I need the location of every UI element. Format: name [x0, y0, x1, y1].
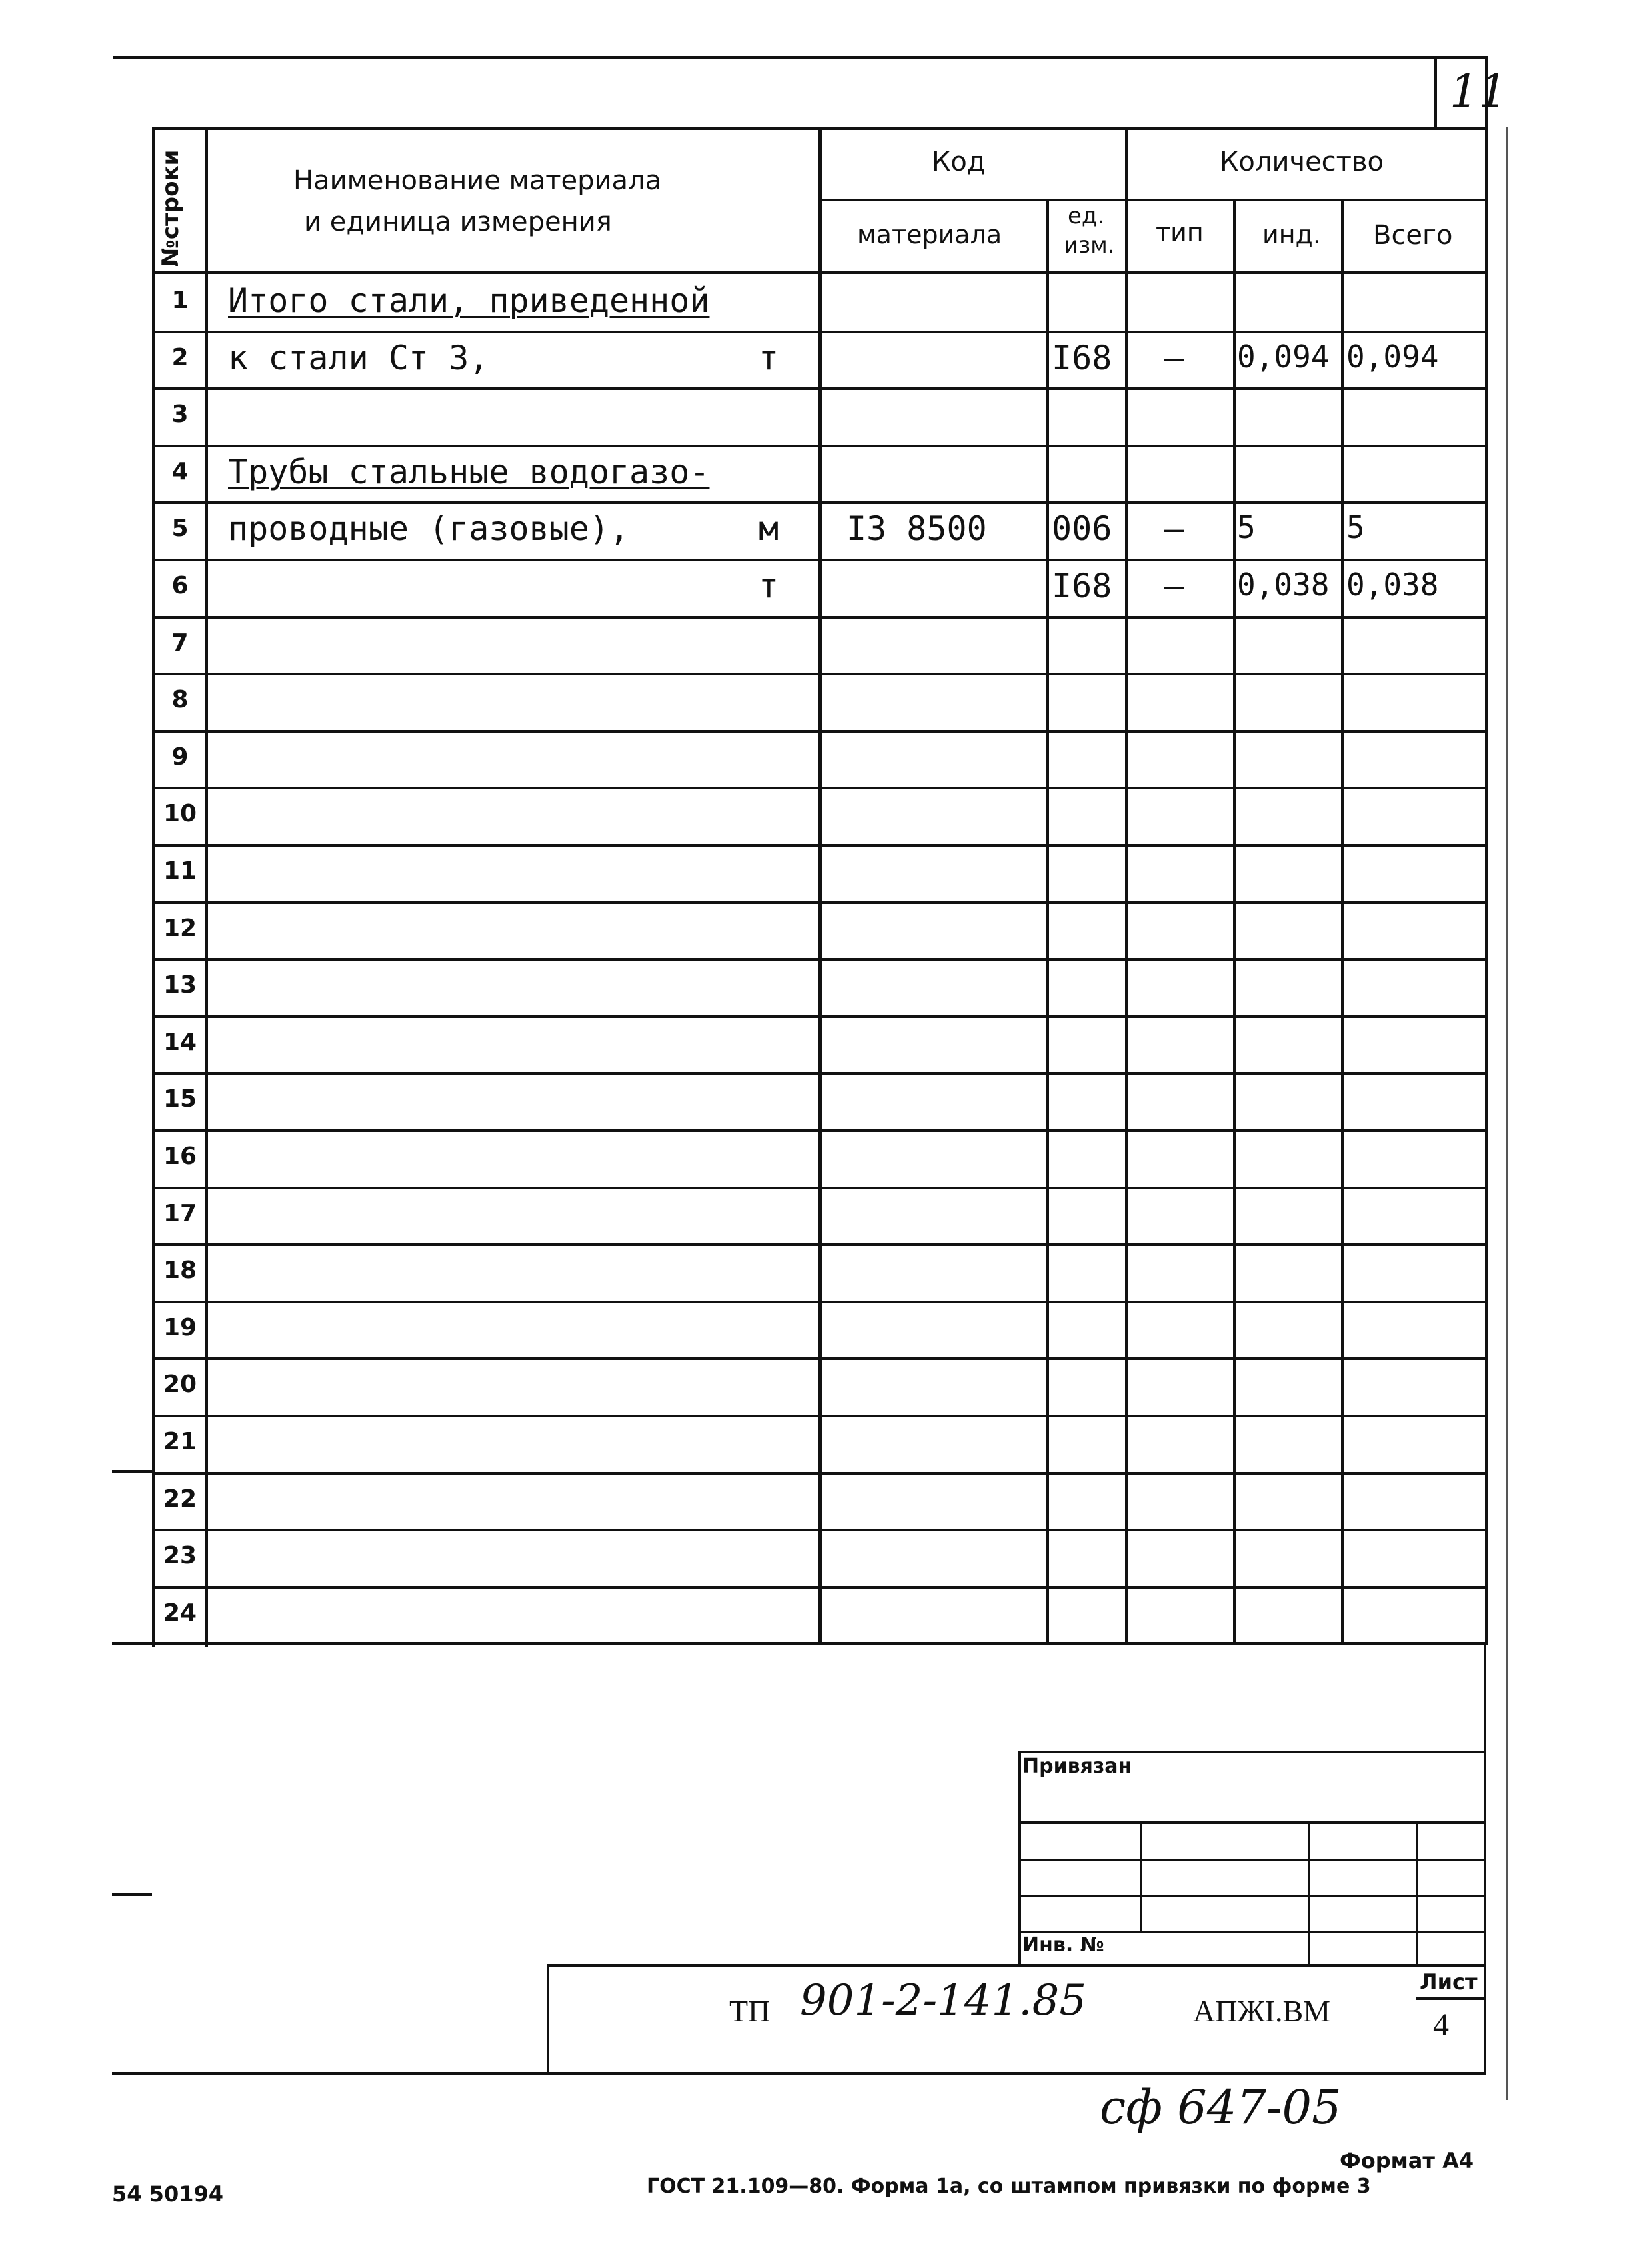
- row-number: 21: [163, 1428, 197, 1455]
- row-type-cell: –: [1164, 339, 1184, 377]
- row-number: 16: [163, 1143, 197, 1170]
- row-number: 17: [163, 1200, 197, 1227]
- row-name-cell: Итого стали, приведенной: [228, 281, 710, 320]
- row-ind-cell: 0,038: [1237, 567, 1330, 603]
- header-code: Код: [932, 147, 986, 177]
- header-row-number: №строки: [157, 149, 184, 267]
- row-number: 5: [171, 515, 189, 542]
- header-unit-code-1: ед.: [1068, 203, 1105, 229]
- row-number: 22: [163, 1485, 197, 1513]
- row-unit-cell: м: [759, 509, 779, 548]
- row-number: 1: [171, 287, 189, 314]
- row-name-cell: к стали Ст 3,: [228, 339, 489, 377]
- row-number: 23: [163, 1542, 197, 1569]
- row-total-cell: 5: [1346, 509, 1365, 545]
- header-quantity: Количество: [1220, 147, 1384, 177]
- row-number: 19: [163, 1314, 197, 1341]
- row-total-cell: 0,038: [1346, 567, 1439, 603]
- row-ind-cell: 0,094: [1237, 339, 1330, 375]
- stamp-inventory-no: Инв. №: [1022, 1933, 1104, 1957]
- row-number: 8: [171, 686, 189, 713]
- row-unit-cell: т: [759, 339, 779, 377]
- stamp-document-code: АПЖI.ВМ: [1193, 1994, 1331, 2028]
- stamp-tp: ТП: [729, 1994, 771, 2028]
- format-label: Формат А4: [1340, 2148, 1474, 2173]
- header-ind: инд.: [1262, 220, 1321, 249]
- row-number: 9: [171, 743, 189, 771]
- row-type-cell: –: [1164, 567, 1184, 605]
- row-name-cell: проводные (газовые),: [228, 509, 630, 548]
- handwritten-note: сф 647-05: [1100, 2080, 1342, 2135]
- row-total-cell: 0,094: [1346, 339, 1439, 375]
- page-number: 11: [1450, 65, 1508, 118]
- row-number: 7: [171, 629, 189, 657]
- header-type: тип: [1156, 217, 1204, 247]
- row-number: 14: [163, 1029, 197, 1056]
- row-number: 6: [171, 572, 189, 599]
- row-type-cell: –: [1164, 509, 1184, 548]
- row-number: 12: [163, 915, 197, 942]
- footer-gost: ГОСТ 21.109—80. Форма 1а, со штампом привязки по форме 3: [647, 2175, 1371, 2198]
- row-unit-code-cell: 006: [1052, 509, 1112, 548]
- row-number: 13: [163, 971, 197, 999]
- row-number: 20: [163, 1371, 197, 1398]
- header-material: материала: [857, 220, 1002, 249]
- stamp-document-number: 901-2-141.85: [800, 1976, 1087, 2025]
- row-name-cell: Трубы стальные водогазо-: [228, 453, 710, 491]
- row-unit-code-cell: I68: [1052, 567, 1112, 605]
- footer-left-code: 54 50194: [112, 2181, 223, 2207]
- header-name: Наименование материала: [293, 165, 662, 196]
- row-unit-code-cell: I68: [1052, 339, 1112, 377]
- header-unit-code-2: изм.: [1064, 232, 1115, 259]
- stamp-sheet-number: 4: [1433, 2007, 1449, 2043]
- row-number: 2: [171, 344, 189, 371]
- stamp-sheet-label: Лист: [1420, 1969, 1478, 1995]
- header-name-2: и единица измерения: [304, 207, 612, 237]
- row-unit-cell: т: [759, 567, 779, 605]
- row-number: 10: [163, 800, 197, 827]
- header-total: Всего: [1373, 220, 1453, 251]
- row-number: 15: [163, 1085, 197, 1113]
- row-number: 3: [171, 401, 189, 428]
- row-number: 18: [163, 1257, 197, 1284]
- row-code-cell: I3 8500: [846, 509, 987, 548]
- row-ind-cell: 5: [1237, 509, 1256, 545]
- row-number: 24: [163, 1599, 197, 1627]
- row-number: 11: [163, 857, 197, 885]
- stamp-attached: Привязан: [1022, 1755, 1132, 1778]
- row-number: 4: [171, 458, 189, 485]
